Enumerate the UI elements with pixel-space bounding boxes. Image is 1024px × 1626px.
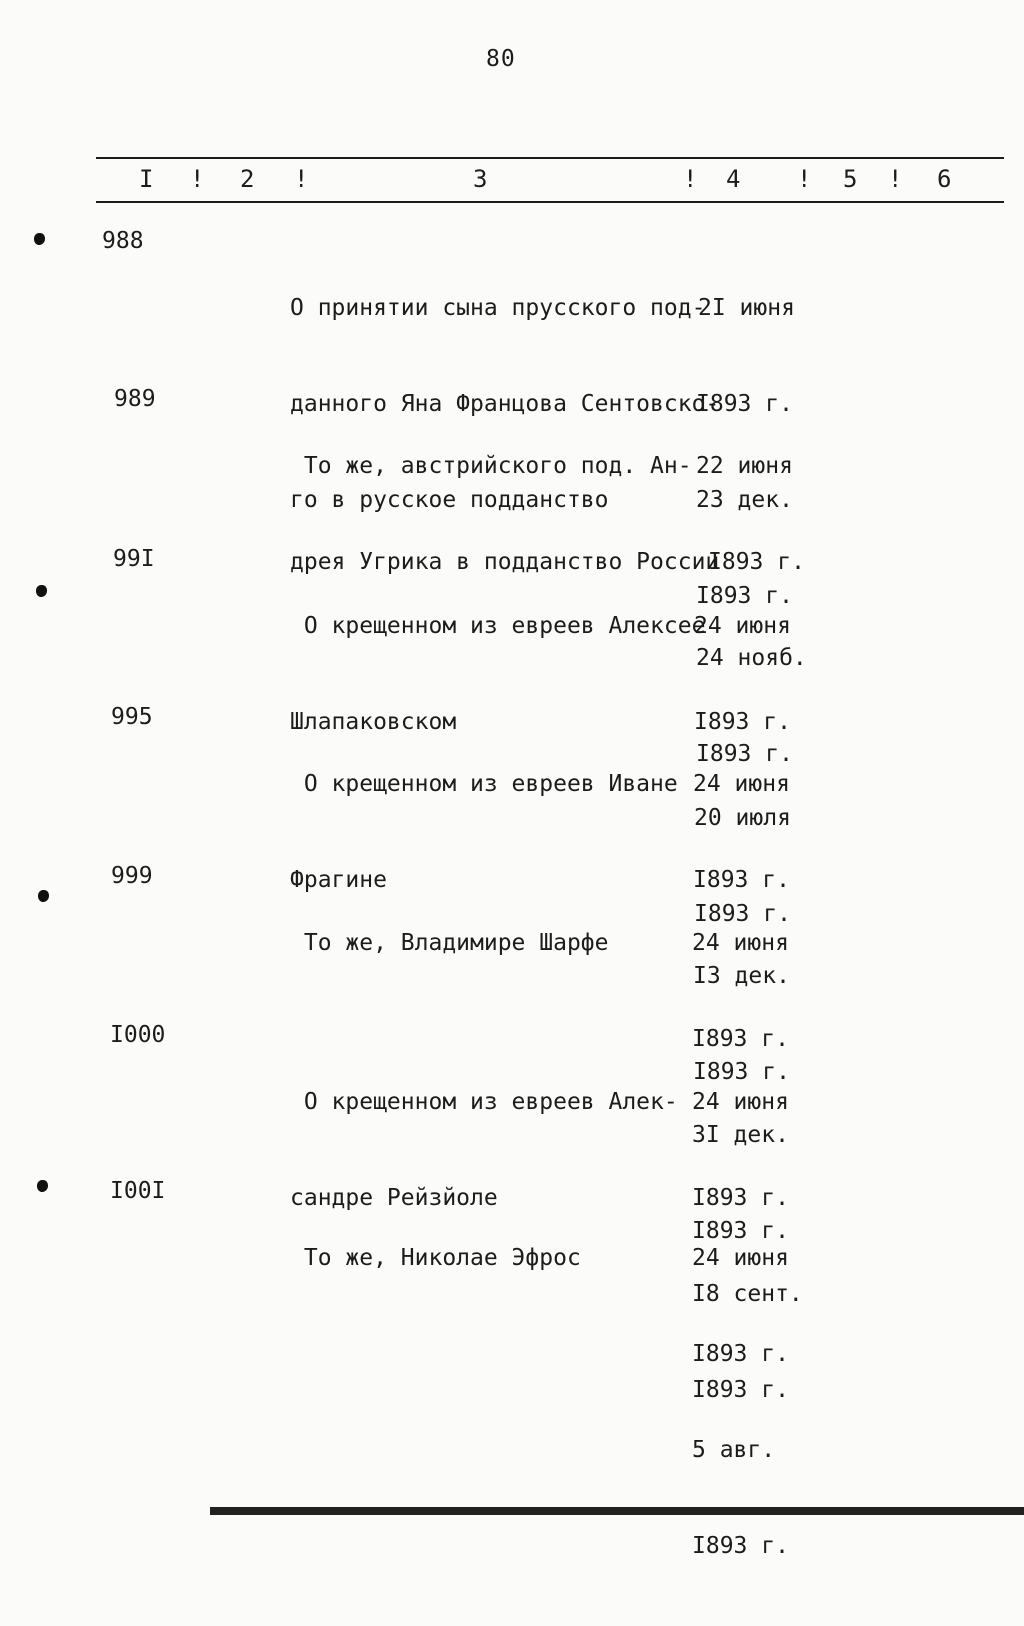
- entry-date-line: I893 г.: [692, 1341, 789, 1367]
- header-col-3: 3: [473, 165, 488, 193]
- entry-number: 989: [114, 386, 156, 412]
- header-col-6: 6: [937, 165, 952, 193]
- punch-hole-mark: [38, 890, 49, 902]
- header-rule-top: [96, 157, 1004, 159]
- entry-title: [290, 863, 609, 1023]
- entry-title-line: сандре Рейзйоле: [290, 1185, 498, 1211]
- entry-title-line: О крещенном из евреев Алексее: [290, 613, 706, 639]
- entry-title-line: дрея Угрика в подданство России: [290, 549, 720, 575]
- entry-date-line: I8 сент.: [692, 1281, 803, 1307]
- scan-bottom-edge: [210, 1507, 1024, 1515]
- entry-date-line: I893 г.: [694, 709, 791, 735]
- entry-date-line: I893 г.: [696, 391, 793, 417]
- entry-date-line: 23 дек.: [696, 487, 793, 513]
- header-col-2: 2: [240, 165, 255, 193]
- entry-title-line: То же, Николае Эфрос: [290, 1245, 581, 1271]
- header-col-4: 4: [726, 165, 741, 193]
- entry-date-line: I893 г.: [692, 1026, 789, 1052]
- entry-number: I00I: [110, 1178, 166, 1204]
- entry-number: I000: [110, 1022, 166, 1048]
- punch-hole-mark: [36, 585, 47, 597]
- entry-date-line: 24 июня: [693, 771, 790, 797]
- entry-date-line: I893 г.: [696, 741, 793, 767]
- entry-title-line: О крещенном из евреев Алек-: [290, 1089, 678, 1115]
- entry-dates: [692, 1178, 789, 1626]
- entry-date-line: I893 г.: [694, 901, 791, 927]
- header-col-5: 5: [843, 165, 858, 193]
- entry-date-line: 24 июня: [694, 613, 791, 639]
- punch-hole-mark: [34, 233, 45, 245]
- entry-title-line: О принятии сына прусского под-: [290, 295, 706, 321]
- entry-title-line: О крещенном из евреев Иване: [290, 771, 678, 797]
- entry-date-line: I3 дек.: [693, 963, 790, 989]
- entry-date-line: I893 г.: [692, 1533, 789, 1559]
- entry-title-line: Шлапаковском: [290, 709, 457, 735]
- entry-date-line: I893 г.: [693, 867, 790, 893]
- entry-date-line: 5 авг.: [692, 1437, 776, 1463]
- entry-date-line: 3I дек.: [692, 1122, 789, 1148]
- entry-title-line: То же, австрийского под. Ан-: [290, 453, 692, 479]
- entry-date-line: 24 нояб.: [696, 645, 807, 671]
- entry-date-line: 22 июня: [696, 453, 793, 479]
- punch-hole-mark: [37, 1180, 48, 1192]
- entry-date-line: I893 г.: [708, 549, 805, 575]
- entry-number: 995: [111, 704, 153, 730]
- entry-number: 99I: [113, 546, 155, 572]
- header-separator: !: [190, 165, 205, 193]
- entry-date-line: 24 июня: [692, 930, 789, 956]
- header-col-1: I: [139, 165, 154, 193]
- entry-date-line: I893 г.: [693, 1059, 790, 1085]
- header-rule-bottom: [96, 201, 1004, 203]
- entry-date-line: 24 июня: [692, 1089, 789, 1115]
- entry-date-line: 2I июня: [698, 295, 795, 321]
- header-separator: !: [294, 165, 309, 193]
- entry-date-line: I893 г.: [692, 1185, 789, 1211]
- page-number: 80: [486, 46, 516, 72]
- entry-date-line: I893 г.: [696, 583, 793, 609]
- entry-number: 999: [111, 863, 153, 889]
- header-separator: !: [888, 165, 903, 193]
- entry-date-line: 20 июля: [694, 805, 791, 831]
- entry-date-line: 24 июня: [692, 1245, 789, 1271]
- entry-number: 988: [102, 228, 144, 254]
- header-separator: !: [683, 165, 698, 193]
- entry-title-line: данного Яна Францова Сентовско-: [290, 391, 720, 417]
- header-separator: !: [797, 165, 812, 193]
- entry-title-line: Фрагине: [290, 867, 387, 893]
- entry-date-line: I893 г.: [692, 1218, 789, 1244]
- entry-date-line: I893 г.: [692, 1377, 789, 1403]
- entry-title: [290, 1178, 581, 1338]
- entry-title-line: То же, Владимире Шарфе: [290, 930, 609, 956]
- entry-title-line: го в русское подданство: [290, 487, 609, 513]
